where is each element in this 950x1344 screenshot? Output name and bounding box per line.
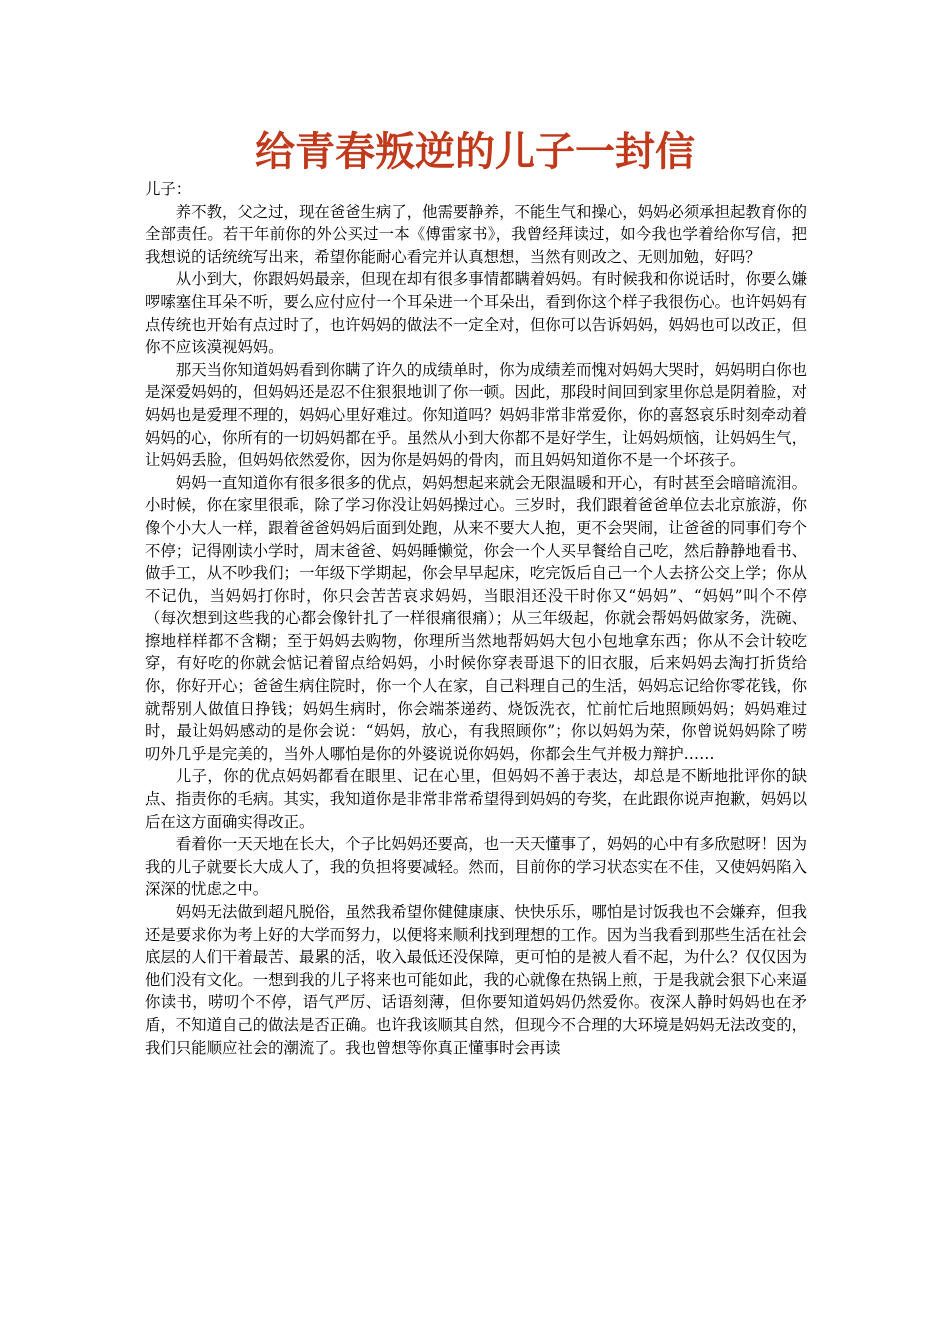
salutation: 儿子： — [145, 180, 192, 198]
letter-title: 给青春叛逆的儿子一封信 — [255, 128, 695, 175]
letter-body — [145, 178, 807, 1059]
paragraph: 养不教，父之过，现在爸爸生病了，他需要静养，不能生气和操心，妈妈必须承担起教育你的全部责任。若干年前你的外公买过一本《傅雷家书》，我曾经拜读过，如今我也学着给你写信，把我想说的话统统写出来，希望你能耐心看完并认真想想，当然有则改之、无则加勉，好吗？ — [145, 202, 807, 266]
paragraph: 妈妈无法做到超凡脱俗，虽然我希望你健健康康、快快乐乐，哪怕是讨饭我也不会嫌弃，但我还是要求你为考上好的大学而努力，以便将来顺利找到理想的工作。因为当我看到那些生活在社会底层的人们干着最苦、最累的活，收入最低还没保障，更可怕的是被人看不起，为什么？仅仅因为他们没有文化。一想到我的儿子将来也可能如此，我的心就像在热锅上煎，于是我就会狠下心来逼你读书，唠叨个不停，语气严厉、话语刻薄，但你要知道妈妈仍然爱你。夜深人静时妈妈也在矛盾，不知道自己的做法是否正确。也许我该顺其自然，但现今不合理的大环境是妈妈无法改变的，我们只能顺应社会的潮流了。我也曾想等你真正懂事时会再读 — [145, 903, 807, 1057]
paragraph: 妈妈一直知道你有很多很多的优点，妈妈想起来就会无限温暖和开心，有时甚至会暗暗流泪。小时候，你在家里很乖，除了学习你没让妈妈操过心。三岁时，我们跟着爸爸单位去北京旅游，你像个小大人一样，跟着爸爸妈妈后面到处跑，从来不要大人抱，更不会哭闹，让爸爸的同事们夸个不停；记得刚读小学时，周末爸爸、妈妈睡懒觉，你会一个人买早餐给自己吃，然后静静地看书、做手工，从不吵我们；一年级下学期起，你会早早起床，吃完饭后自己一个人去挤公交上学；你从不记仇，当妈妈打你时，你只会苦苦哀求妈妈，当眼泪还没干时你又“妈妈”、“妈妈”叫个不停（每次想到这些我的心都会像针扎了一样很痛很痛）；从三年级起，你就会帮妈妈做家务，洗碗、擦地样样都不含糊；至于妈妈去购物，你理所当然地帮妈妈大包小包地拿东西；你从不会计较吃穿，有好吃的你就会惦记着留点给妈妈，小时候你穿表哥退下的旧衣服，后来妈妈去淘打折货给你，你好开心；爸爸生病住院时，你一个人在家，自己料理自己的生活，妈妈忘记给你零花钱，你就帮别人做值日挣钱；妈妈生病时，你会端茶递药、烧饭洗衣，忙前忙后地照顾妈妈；妈妈难过时，最让妈妈感动的是你会说：“妈妈，放心，有我照顾你”；你以妈妈为荣，你曾说妈妈除了唠叨外几乎是完美的，当外人哪怕是你的外婆说说你妈妈，你都会生气并极力辩护…… — [145, 473, 807, 763]
paragraph: 儿子，你的优点妈妈都看在眼里、记在心里，但妈妈不善于表达，却总是不断地批评你的缺点、指责你的毛病。其实，我知道你是非常非常希望得到妈妈的夸奖，在此跟你说声抱歉，妈妈以后在这方面确实得改正。 — [145, 767, 807, 831]
paragraph: 从小到大，你跟妈妈最亲，但现在却有很多事情都瞒着妈妈。有时候我和你说话时，你要么嫌啰嗦塞住耳朵不听，要么应付应付一个耳朵进一个耳朵出，看到你这个样子我很伤心。也许妈妈有点传统也开始有点过时了，也许妈妈的做法不一定全对，但你可以告诉妈妈，妈妈也可以改正，但你不应该漠视妈妈。 — [145, 270, 807, 357]
paragraph: 那天当你知道妈妈看到你瞒了许久的成绩单时，你为成绩差而愧对妈妈大哭时，妈妈明白你也是深爱妈妈的，但妈妈还是忍不住狠狠地训了你一顿。因此，那段时间回到家里你总是阴着脸，对妈妈也是爱理不理的，妈妈心里好难过。你知道吗？妈妈非常非常爱你，你的喜怒哀乐时刻牵动着妈妈的心，你所有的一切妈妈都在乎。虽然从小到大你都不是好学生，让妈妈烦恼，让妈妈生气，让妈妈丢脸，但妈妈依然爱你，因为你是妈妈的骨肉，而且妈妈知道你不是一个坏孩子。 — [145, 360, 807, 470]
paragraph: 看着你一天天地在长大，个子比妈妈还要高，也一天天懂事了，妈妈的心中有多欣慰呀！因为我的儿子就要长大成人了，我的负担将要减轻。然而，目前你的学习状态实在不佳，又使妈妈陷入深深的忧虑之中。 — [145, 835, 807, 899]
